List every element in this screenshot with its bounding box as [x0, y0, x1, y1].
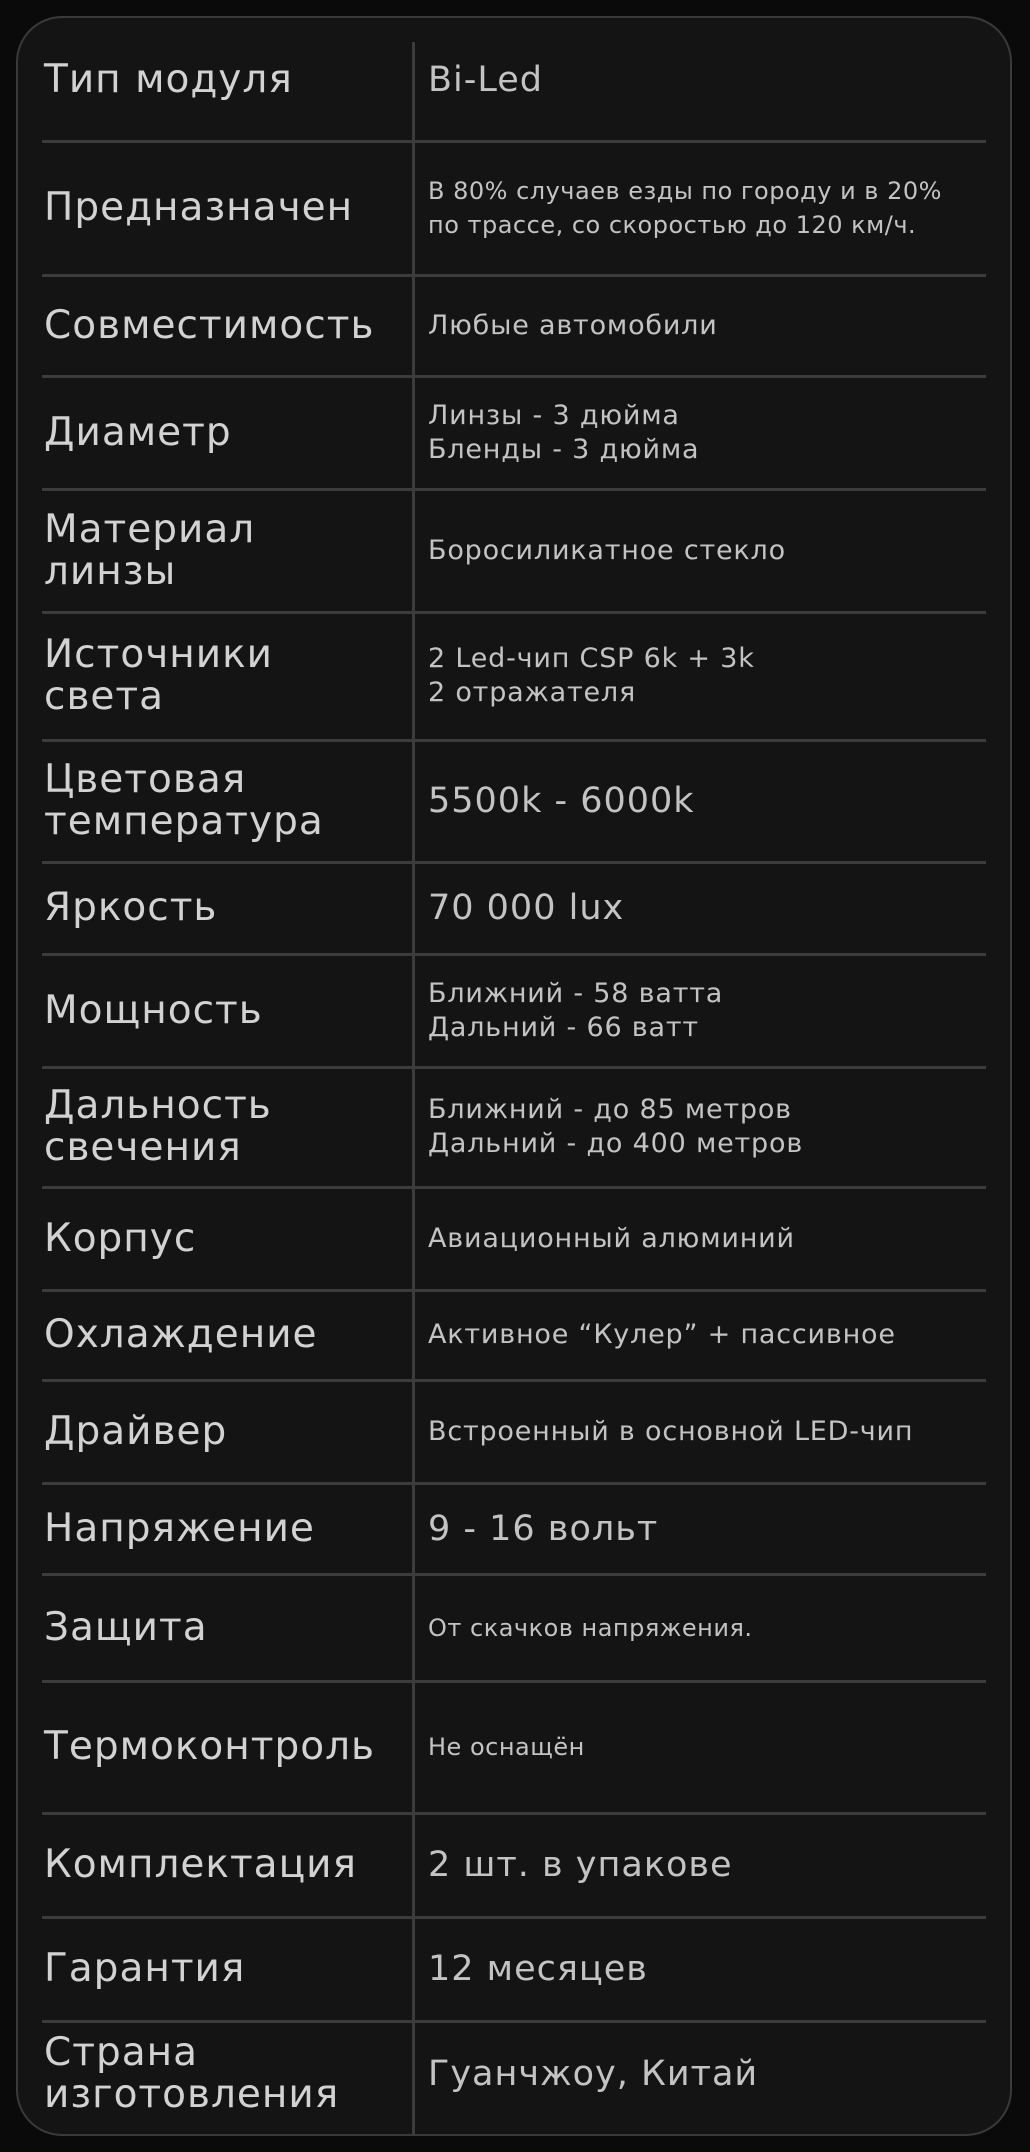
- spec-label: Предназначен: [44, 185, 354, 230]
- spec-label: Драйвер: [44, 1408, 228, 1454]
- spec-value: 12 месяцев: [428, 1949, 648, 1989]
- spec-row-light-range: [18, 1067, 1010, 1187]
- spec-value: Ближний - 58 ватта Дальний - 66 ватт: [428, 977, 724, 1043]
- spec-value: Не оснащён: [428, 1733, 585, 1761]
- spec-label: Комплектация: [44, 1842, 357, 1887]
- spec-label: Страна изготовления: [44, 2029, 340, 2117]
- spec-row-lens-material: [18, 489, 1010, 612]
- spec-value: В 80% случаев езды по городу и в 20% по трассе, со скоростью до 120 км/ч.: [428, 177, 942, 239]
- spec-label: Совместимость: [44, 302, 375, 348]
- spec-label: Напряжение: [44, 1505, 315, 1551]
- spec-value: Гуанчжоу, Китай: [428, 2053, 759, 2094]
- spec-label: Материал линзы: [44, 506, 256, 594]
- spec-label: Источники света: [44, 632, 273, 719]
- spec-row-light-sources: [18, 612, 1010, 740]
- spec-row-compatibility: [18, 275, 1010, 376]
- spec-label: Охлаждение: [44, 1312, 318, 1357]
- spec-value: 9 - 16 вольт: [428, 1508, 659, 1549]
- spec-row-diameter: [18, 376, 1010, 489]
- spec-label: Диаметр: [44, 409, 232, 455]
- spec-label: Тип модуля: [44, 56, 293, 102]
- spec-row-package: [18, 1813, 1010, 1917]
- spec-label: Корпус: [44, 1215, 197, 1261]
- spec-row-thermal-control: [18, 1681, 1010, 1813]
- spec-row-purpose: [18, 141, 1010, 275]
- spec-value: 2 Led-чип CSP 6k + 3k 2 отражателя: [428, 643, 755, 708]
- spec-row-power: [18, 954, 1010, 1067]
- spec-card: [16, 16, 1012, 2136]
- spec-value: 70 000 lux: [428, 888, 625, 928]
- spec-value: Линзы - 3 дюйма Бленды - 3 дюйма: [428, 399, 700, 465]
- spec-value: Боросиликатное стекло: [428, 534, 786, 566]
- spec-row-housing: [18, 1187, 1010, 1290]
- spec-value: 5500k - 6000k: [428, 781, 695, 821]
- spec-value: Авиационный алюминий: [428, 1222, 795, 1254]
- spec-row-brightness: [18, 862, 1010, 954]
- spec-label: Термоконтроль: [44, 1724, 376, 1769]
- spec-label: Гарантия: [44, 1946, 246, 1991]
- spec-value: Активное “Кулер” + пассивное: [428, 1319, 896, 1350]
- spec-value: Bi-Led: [428, 59, 543, 100]
- spec-label: Защита: [44, 1604, 208, 1650]
- spec-label: Яркость: [44, 885, 218, 930]
- spec-row-color-temperature: [18, 740, 1010, 862]
- spec-label: Цветовая температура: [44, 757, 324, 844]
- spec-row-warranty: [18, 1917, 1010, 2021]
- spec-label: Мощность: [44, 987, 263, 1033]
- spec-value: Встроенный в основной LED-чип: [428, 1415, 914, 1447]
- spec-value: 2 шт. в упакове: [428, 1845, 733, 1885]
- spec-row-cooling: [18, 1290, 1010, 1380]
- spec-value: Любые автомобили: [428, 309, 718, 341]
- spec-row-protection: [18, 1574, 1010, 1681]
- spec-value: От скачков напряжения.: [428, 1613, 753, 1642]
- spec-row-voltage: [18, 1483, 1010, 1574]
- spec-row-driver: [18, 1380, 1010, 1483]
- spec-label: Дальность свечения: [44, 1083, 272, 1170]
- spec-row-country: [18, 2021, 1010, 2126]
- spec-value: Ближний - до 85 метров Дальний - до 400 метров: [428, 1094, 804, 1159]
- spec-row-module-type: [18, 18, 1010, 141]
